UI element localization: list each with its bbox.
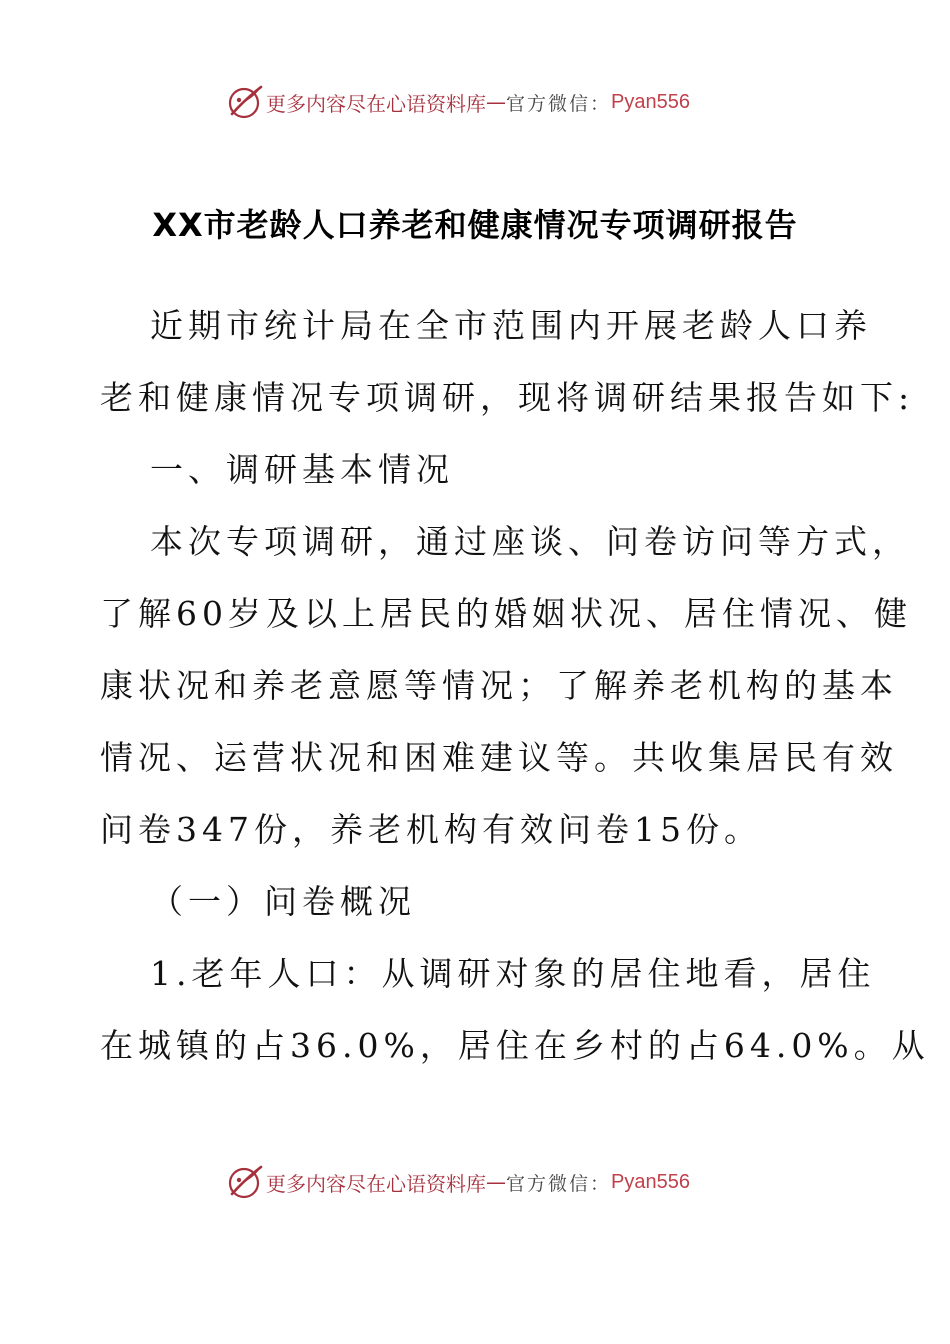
body-line: 问卷347份，养老机构有效问卷15份。 <box>100 810 762 849</box>
banner-dash: — <box>486 1170 506 1194</box>
banner-dash: — <box>486 90 506 114</box>
body-line: 在城镇的占36.0%，居住在乡村的占64.0%。从 <box>100 1026 930 1065</box>
header-banner <box>226 82 690 122</box>
body-line: 1.老年人口：从调研对象的居住地看，居住 <box>150 954 876 993</box>
banner-wechat-id: Pyan556 <box>611 1170 690 1193</box>
body-line: 近期市统计局在全市范围内开展老龄人口养 <box>150 306 872 345</box>
banner-text: 更多内容尽在心语资料库 <box>266 1171 486 1196</box>
quill-logo-icon <box>226 83 264 121</box>
banner-wechat-label: 官方微信： <box>506 1172 612 1195</box>
quill-logo-icon <box>226 1163 264 1201</box>
banner-text: 更多内容尽在心语资料库 <box>266 91 486 116</box>
document-title: XX市老龄人口养老和健康情况专项调研报告 <box>152 206 798 244</box>
section-heading: 一、调研基本情况 <box>150 450 454 489</box>
body-line: 康状况和养老意愿等情况；了解养老机构的基本 <box>100 666 898 705</box>
body-line: 老和健康情况专项调研，现将调研结果报告如下: <box>100 378 915 417</box>
footer-banner <box>226 1162 690 1202</box>
body-line: 情况、运营状况和困难建议等。共收集居民有效 <box>100 738 898 777</box>
body-line: 本次专项调研，通过座谈、问卷访问等方式， <box>150 522 910 561</box>
banner-wechat-id: Pyan556 <box>611 90 690 113</box>
body-line: 了解60岁及以上居民的婚姻状况、居住情况、健 <box>100 594 912 633</box>
banner-wechat-label: 官方微信： <box>506 92 612 115</box>
subsection-heading: （一）问卷概况 <box>150 882 416 921</box>
